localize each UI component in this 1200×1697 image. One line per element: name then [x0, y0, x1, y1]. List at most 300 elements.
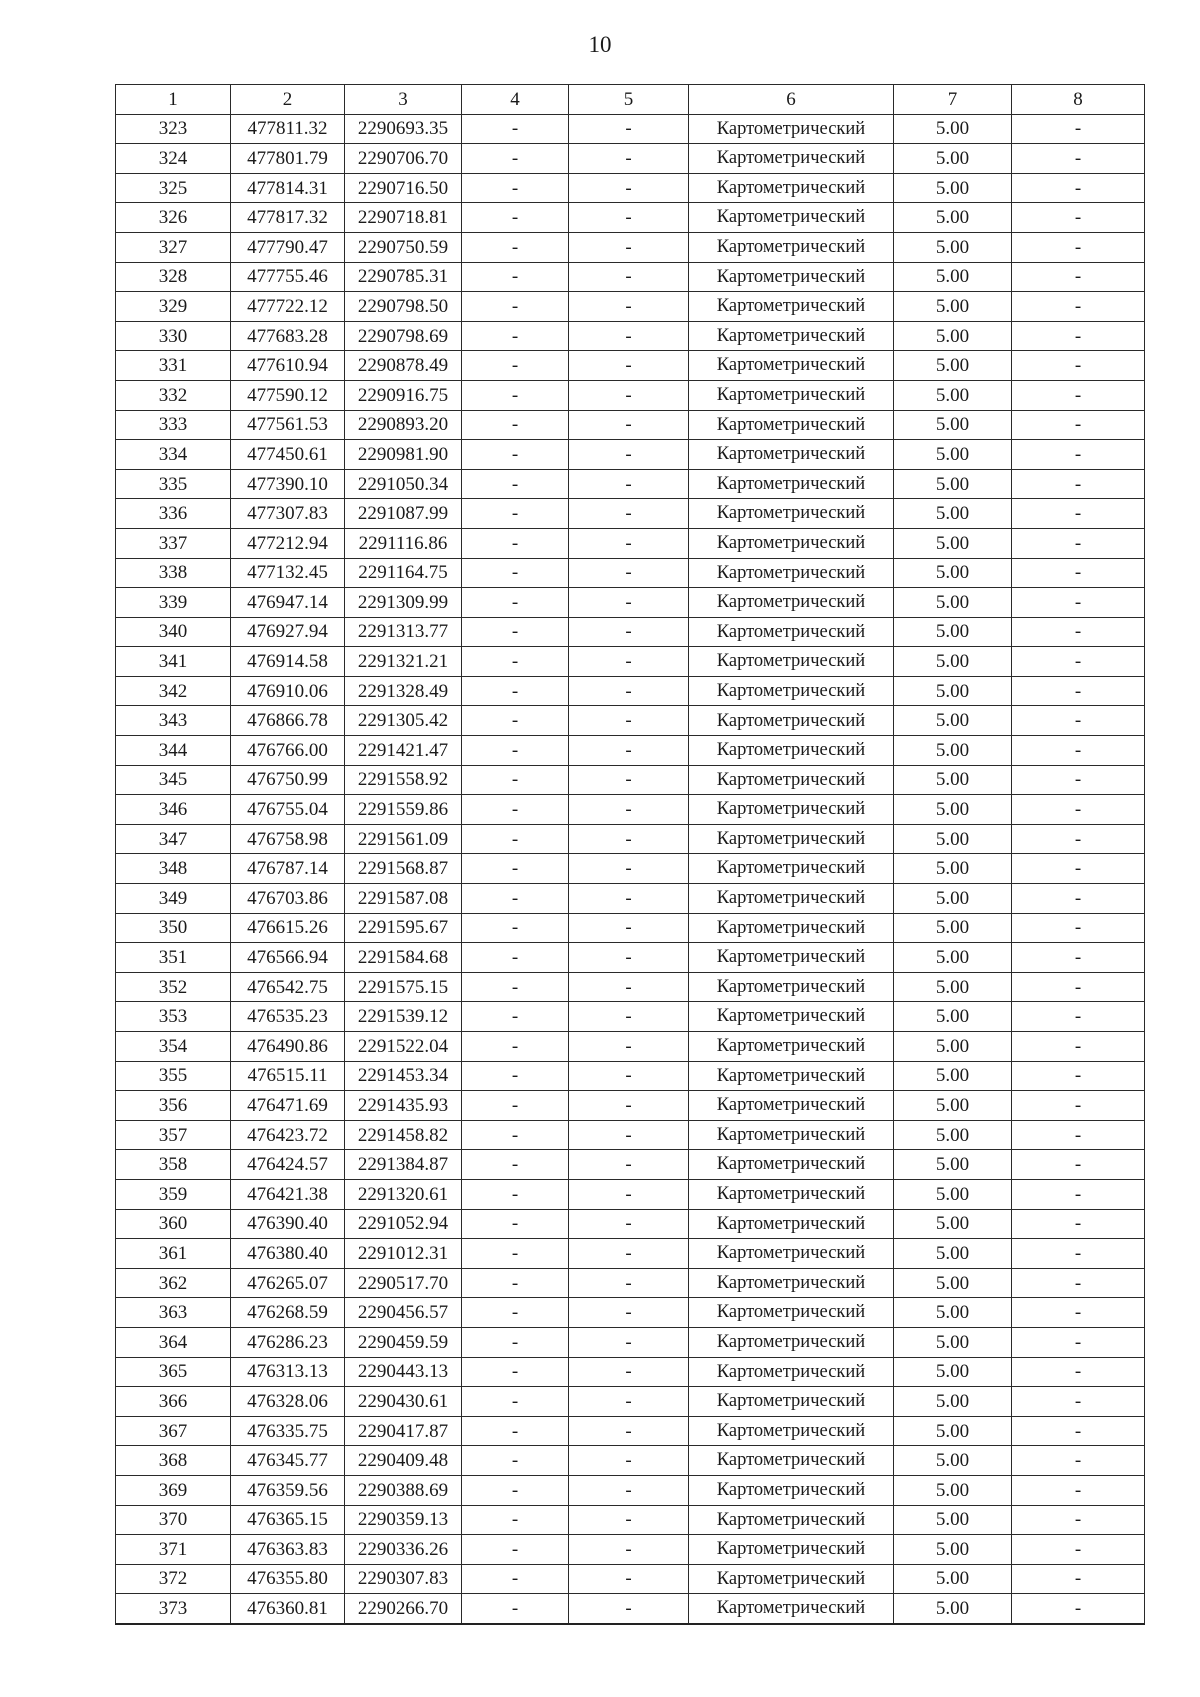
method-cell: Картометрический — [689, 1061, 894, 1091]
column-8-cell: - — [1012, 1327, 1145, 1357]
x-coordinate-cell: 477817.32 — [231, 203, 345, 233]
accuracy-cell: 5.00 — [894, 1268, 1012, 1298]
column-5-cell: - — [569, 1032, 689, 1062]
table-row — [116, 884, 1145, 914]
x-coordinate-cell: 476750.99 — [231, 765, 345, 795]
x-coordinate-cell: 477790.47 — [231, 232, 345, 262]
column-4-cell: - — [462, 321, 569, 351]
table-row — [116, 617, 1145, 647]
column-5-cell: - — [569, 499, 689, 529]
column-4-cell: - — [462, 558, 569, 588]
column-4-cell: - — [462, 943, 569, 973]
point-number-cell: 338 — [116, 558, 231, 588]
column-8-cell: - — [1012, 410, 1145, 440]
column-8-cell: - — [1012, 1179, 1145, 1209]
point-number-cell: 339 — [116, 588, 231, 618]
x-coordinate-cell: 476359.56 — [231, 1475, 345, 1505]
point-number-cell: 326 — [116, 203, 231, 233]
column-4-cell: - — [462, 736, 569, 766]
table-row — [116, 380, 1145, 410]
column-5-cell: - — [569, 972, 689, 1002]
y-coordinate-cell: 2291559.86 — [345, 795, 462, 825]
column-5-cell: - — [569, 706, 689, 736]
x-coordinate-cell: 477212.94 — [231, 528, 345, 558]
column-4-cell: - — [462, 1120, 569, 1150]
x-coordinate-cell: 476515.11 — [231, 1061, 345, 1091]
point-number-cell: 360 — [116, 1209, 231, 1239]
table-row — [116, 1209, 1145, 1239]
column-8-cell: - — [1012, 1002, 1145, 1032]
column-4-cell: - — [462, 292, 569, 322]
column-4-cell: - — [462, 1327, 569, 1357]
column-4-cell: - — [462, 972, 569, 1002]
accuracy-cell: 5.00 — [894, 1416, 1012, 1446]
column-8-cell: - — [1012, 1475, 1145, 1505]
column-4-cell: - — [462, 1416, 569, 1446]
x-coordinate-cell: 476535.23 — [231, 1002, 345, 1032]
point-number-cell: 323 — [116, 114, 231, 144]
table-row — [116, 1564, 1145, 1594]
y-coordinate-cell: 2290981.90 — [345, 440, 462, 470]
y-coordinate-cell: 2291050.34 — [345, 469, 462, 499]
accuracy-cell: 5.00 — [894, 913, 1012, 943]
accuracy-cell: 5.00 — [894, 321, 1012, 351]
column-8-cell: - — [1012, 1032, 1145, 1062]
column-5-cell: - — [569, 351, 689, 381]
method-cell: Картометрический — [689, 1298, 894, 1328]
point-number-cell: 348 — [116, 854, 231, 884]
column-8-cell: - — [1012, 321, 1145, 351]
x-coordinate-cell: 477683.28 — [231, 321, 345, 351]
point-number-cell: 342 — [116, 676, 231, 706]
column-4-cell: - — [462, 1239, 569, 1269]
column-5-cell: - — [569, 1505, 689, 1535]
method-cell: Картометрический — [689, 114, 894, 144]
column-4-cell: - — [462, 1268, 569, 1298]
column-5-cell: - — [569, 469, 689, 499]
column-8-cell: - — [1012, 232, 1145, 262]
column-5-cell: - — [569, 321, 689, 351]
method-cell: Картометрический — [689, 1475, 894, 1505]
point-number-cell: 336 — [116, 499, 231, 529]
point-number-cell: 327 — [116, 232, 231, 262]
point-number-cell: 350 — [116, 913, 231, 943]
x-coordinate-cell: 477814.31 — [231, 173, 345, 203]
point-number-cell: 372 — [116, 1564, 231, 1594]
point-number-cell: 343 — [116, 706, 231, 736]
column-5-cell: - — [569, 232, 689, 262]
x-coordinate-cell: 476265.07 — [231, 1268, 345, 1298]
y-coordinate-cell: 2290459.59 — [345, 1327, 462, 1357]
column-8-cell: - — [1012, 1209, 1145, 1239]
column-4-cell: - — [462, 1091, 569, 1121]
column-4-cell: - — [462, 1446, 569, 1476]
column-8-cell: - — [1012, 943, 1145, 973]
point-number-cell: 355 — [116, 1061, 231, 1091]
column-header: 5 — [569, 85, 689, 115]
table-row — [116, 1150, 1145, 1180]
table-row — [116, 1120, 1145, 1150]
table-row — [116, 440, 1145, 470]
table-row — [116, 824, 1145, 854]
table-row — [116, 1239, 1145, 1269]
column-5-cell: - — [569, 173, 689, 203]
point-number-cell: 324 — [116, 144, 231, 174]
accuracy-cell: 5.00 — [894, 1150, 1012, 1180]
method-cell: Картометрический — [689, 440, 894, 470]
y-coordinate-cell: 2290893.20 — [345, 410, 462, 440]
accuracy-cell: 5.00 — [894, 736, 1012, 766]
column-8-cell: - — [1012, 469, 1145, 499]
x-coordinate-cell: 476866.78 — [231, 706, 345, 736]
column-8-cell: - — [1012, 292, 1145, 322]
column-8-cell: - — [1012, 736, 1145, 766]
column-8-cell: - — [1012, 1416, 1145, 1446]
accuracy-cell: 5.00 — [894, 144, 1012, 174]
y-coordinate-cell: 2291435.93 — [345, 1091, 462, 1121]
column-header: 4 — [462, 85, 569, 115]
table-row — [116, 972, 1145, 1002]
y-coordinate-cell: 2291587.08 — [345, 884, 462, 914]
coordinates-table — [115, 84, 1145, 1625]
method-cell: Картометрический — [689, 1091, 894, 1121]
y-coordinate-cell: 2290878.49 — [345, 351, 462, 381]
column-5-cell: - — [569, 913, 689, 943]
accuracy-cell: 5.00 — [894, 1446, 1012, 1476]
column-header: 3 — [345, 85, 462, 115]
column-4-cell: - — [462, 1535, 569, 1565]
y-coordinate-cell: 2291305.42 — [345, 706, 462, 736]
x-coordinate-cell: 476471.69 — [231, 1091, 345, 1121]
column-8-cell: - — [1012, 1357, 1145, 1387]
table-row — [116, 647, 1145, 677]
x-coordinate-cell: 476423.72 — [231, 1120, 345, 1150]
table-row — [116, 1505, 1145, 1535]
point-number-cell: 352 — [116, 972, 231, 1002]
column-5-cell: - — [569, 676, 689, 706]
y-coordinate-cell: 2291328.49 — [345, 676, 462, 706]
column-5-cell: - — [569, 1387, 689, 1417]
column-8-cell: - — [1012, 706, 1145, 736]
point-number-cell: 361 — [116, 1239, 231, 1269]
column-4-cell: - — [462, 1002, 569, 1032]
y-coordinate-cell: 2291313.77 — [345, 617, 462, 647]
column-8-cell: - — [1012, 1298, 1145, 1328]
x-coordinate-cell: 476286.23 — [231, 1327, 345, 1357]
x-coordinate-cell: 476766.00 — [231, 736, 345, 766]
x-coordinate-cell: 476703.86 — [231, 884, 345, 914]
accuracy-cell: 5.00 — [894, 203, 1012, 233]
point-number-cell: 356 — [116, 1091, 231, 1121]
table-row — [116, 1594, 1145, 1624]
x-coordinate-cell: 476268.59 — [231, 1298, 345, 1328]
column-8-cell: - — [1012, 1387, 1145, 1417]
accuracy-cell: 5.00 — [894, 1564, 1012, 1594]
accuracy-cell: 5.00 — [894, 1475, 1012, 1505]
table-row — [116, 351, 1145, 381]
column-4-cell: - — [462, 232, 569, 262]
table-row — [116, 321, 1145, 351]
column-4-cell: - — [462, 410, 569, 440]
y-coordinate-cell: 2290798.69 — [345, 321, 462, 351]
column-8-cell: - — [1012, 1091, 1145, 1121]
point-number-cell: 363 — [116, 1298, 231, 1328]
column-5-cell: - — [569, 795, 689, 825]
x-coordinate-cell: 476914.58 — [231, 647, 345, 677]
column-8-cell: - — [1012, 1594, 1145, 1624]
y-coordinate-cell: 2291458.82 — [345, 1120, 462, 1150]
x-coordinate-cell: 476380.40 — [231, 1239, 345, 1269]
column-5-cell: - — [569, 114, 689, 144]
point-number-cell: 365 — [116, 1357, 231, 1387]
point-number-cell: 331 — [116, 351, 231, 381]
x-coordinate-cell: 477450.61 — [231, 440, 345, 470]
table-row — [116, 1357, 1145, 1387]
column-4-cell: - — [462, 440, 569, 470]
y-coordinate-cell: 2290706.70 — [345, 144, 462, 174]
point-number-cell: 362 — [116, 1268, 231, 1298]
method-cell: Картометрический — [689, 765, 894, 795]
table-row — [116, 173, 1145, 203]
column-5-cell: - — [569, 765, 689, 795]
method-cell: Картометрический — [689, 676, 894, 706]
accuracy-cell: 5.00 — [894, 1179, 1012, 1209]
y-coordinate-cell: 2291558.92 — [345, 765, 462, 795]
column-5-cell: - — [569, 1209, 689, 1239]
column-4-cell: - — [462, 1032, 569, 1062]
column-4-cell: - — [462, 854, 569, 884]
column-8-cell: - — [1012, 440, 1145, 470]
method-cell: Картометрический — [689, 1150, 894, 1180]
column-5-cell: - — [569, 203, 689, 233]
column-8-cell: - — [1012, 676, 1145, 706]
column-5-cell: - — [569, 1268, 689, 1298]
x-coordinate-cell: 477132.45 — [231, 558, 345, 588]
table-row — [116, 588, 1145, 618]
accuracy-cell: 5.00 — [894, 1387, 1012, 1417]
column-5-cell: - — [569, 1002, 689, 1032]
column-4-cell: - — [462, 795, 569, 825]
accuracy-cell: 5.00 — [894, 262, 1012, 292]
column-4-cell: - — [462, 1505, 569, 1535]
accuracy-cell: 5.00 — [894, 410, 1012, 440]
method-cell: Картометрический — [689, 736, 894, 766]
accuracy-cell: 5.00 — [894, 706, 1012, 736]
y-coordinate-cell: 2290750.59 — [345, 232, 462, 262]
column-8-cell: - — [1012, 795, 1145, 825]
method-cell: Картометрический — [689, 1387, 894, 1417]
table-row — [116, 144, 1145, 174]
point-number-cell: 345 — [116, 765, 231, 795]
column-header: 1 — [116, 85, 231, 115]
point-number-cell: 369 — [116, 1475, 231, 1505]
table-row — [116, 528, 1145, 558]
table-row — [116, 765, 1145, 795]
y-coordinate-cell: 2290798.50 — [345, 292, 462, 322]
x-coordinate-cell: 476927.94 — [231, 617, 345, 647]
column-8-cell: - — [1012, 1268, 1145, 1298]
table-row — [116, 676, 1145, 706]
column-4-cell: - — [462, 617, 569, 647]
table-row — [116, 1061, 1145, 1091]
x-coordinate-cell: 476615.26 — [231, 913, 345, 943]
accuracy-cell: 5.00 — [894, 1120, 1012, 1150]
column-5-cell: - — [569, 1594, 689, 1624]
x-coordinate-cell: 476910.06 — [231, 676, 345, 706]
column-5-cell: - — [569, 528, 689, 558]
column-4-cell: - — [462, 1564, 569, 1594]
method-cell: Картометрический — [689, 588, 894, 618]
y-coordinate-cell: 2291309.99 — [345, 588, 462, 618]
column-5-cell: - — [569, 1475, 689, 1505]
column-4-cell: - — [462, 824, 569, 854]
y-coordinate-cell: 2291164.75 — [345, 558, 462, 588]
column-4-cell: - — [462, 469, 569, 499]
column-4-cell: - — [462, 884, 569, 914]
y-coordinate-cell: 2290307.83 — [345, 1564, 462, 1594]
point-number-cell: 351 — [116, 943, 231, 973]
table-row — [116, 736, 1145, 766]
method-cell: Картометрический — [689, 469, 894, 499]
y-coordinate-cell: 2290718.81 — [345, 203, 462, 233]
column-8-cell: - — [1012, 1239, 1145, 1269]
column-5-cell: - — [569, 410, 689, 440]
point-number-cell: 330 — [116, 321, 231, 351]
table-row — [116, 1268, 1145, 1298]
accuracy-cell: 5.00 — [894, 232, 1012, 262]
method-cell: Картометрический — [689, 351, 894, 381]
accuracy-cell: 5.00 — [894, 1298, 1012, 1328]
y-coordinate-cell: 2290443.13 — [345, 1357, 462, 1387]
column-4-cell: - — [462, 528, 569, 558]
y-coordinate-cell: 2290417.87 — [345, 1416, 462, 1446]
accuracy-cell: 5.00 — [894, 1091, 1012, 1121]
column-8-cell: - — [1012, 1120, 1145, 1150]
y-coordinate-cell: 2290388.69 — [345, 1475, 462, 1505]
column-8-cell: - — [1012, 114, 1145, 144]
method-cell: Картометрический — [689, 1268, 894, 1298]
y-coordinate-cell: 2291012.31 — [345, 1239, 462, 1269]
method-cell: Картометрический — [689, 528, 894, 558]
y-coordinate-cell: 2290430.61 — [345, 1387, 462, 1417]
column-4-cell: - — [462, 203, 569, 233]
accuracy-cell: 5.00 — [894, 558, 1012, 588]
column-4-cell: - — [462, 262, 569, 292]
table-header — [116, 85, 1145, 115]
column-8-cell: - — [1012, 765, 1145, 795]
y-coordinate-cell: 2291321.21 — [345, 647, 462, 677]
table-row — [116, 499, 1145, 529]
column-5-cell: - — [569, 736, 689, 766]
table-row — [116, 795, 1145, 825]
column-5-cell: - — [569, 854, 689, 884]
method-cell: Картометрический — [689, 499, 894, 529]
point-number-cell: 344 — [116, 736, 231, 766]
point-number-cell: 353 — [116, 1002, 231, 1032]
column-8-cell: - — [1012, 588, 1145, 618]
x-coordinate-cell: 477755.46 — [231, 262, 345, 292]
table-body — [116, 114, 1145, 1624]
column-5-cell: - — [569, 617, 689, 647]
column-4-cell: - — [462, 1594, 569, 1624]
x-coordinate-cell: 477390.10 — [231, 469, 345, 499]
y-coordinate-cell: 2290336.26 — [345, 1535, 462, 1565]
accuracy-cell: 5.00 — [894, 440, 1012, 470]
method-cell: Картометрический — [689, 943, 894, 973]
column-5-cell: - — [569, 1327, 689, 1357]
y-coordinate-cell: 2290716.50 — [345, 173, 462, 203]
method-cell: Картометрический — [689, 410, 894, 440]
method-cell: Картометрический — [689, 795, 894, 825]
x-coordinate-cell: 477610.94 — [231, 351, 345, 381]
accuracy-cell: 5.00 — [894, 972, 1012, 1002]
column-8-cell: - — [1012, 262, 1145, 292]
y-coordinate-cell: 2291087.99 — [345, 499, 462, 529]
point-number-cell: 332 — [116, 380, 231, 410]
accuracy-cell: 5.00 — [894, 380, 1012, 410]
column-8-cell: - — [1012, 1150, 1145, 1180]
table-row — [116, 1475, 1145, 1505]
column-header: 7 — [894, 85, 1012, 115]
y-coordinate-cell: 2290916.75 — [345, 380, 462, 410]
column-4-cell: - — [462, 144, 569, 174]
y-coordinate-cell: 2290359.13 — [345, 1505, 462, 1535]
table-row — [116, 469, 1145, 499]
x-coordinate-cell: 476421.38 — [231, 1179, 345, 1209]
accuracy-cell: 5.00 — [894, 1061, 1012, 1091]
column-4-cell: - — [462, 1357, 569, 1387]
column-5-cell: - — [569, 262, 689, 292]
x-coordinate-cell: 476313.13 — [231, 1357, 345, 1387]
point-number-cell: 341 — [116, 647, 231, 677]
y-coordinate-cell: 2291568.87 — [345, 854, 462, 884]
table-row — [116, 410, 1145, 440]
column-5-cell: - — [569, 824, 689, 854]
table-row — [116, 1387, 1145, 1417]
accuracy-cell: 5.00 — [894, 1209, 1012, 1239]
table-row — [116, 262, 1145, 292]
column-4-cell: - — [462, 1061, 569, 1091]
method-cell: Картометрический — [689, 1505, 894, 1535]
column-4-cell: - — [462, 1209, 569, 1239]
y-coordinate-cell: 2291522.04 — [345, 1032, 462, 1062]
method-cell: Картометрический — [689, 380, 894, 410]
accuracy-cell: 5.00 — [894, 1535, 1012, 1565]
method-cell: Картометрический — [689, 558, 894, 588]
accuracy-cell: 5.00 — [894, 884, 1012, 914]
table-row — [116, 854, 1145, 884]
table-row — [116, 913, 1145, 943]
table-row — [116, 232, 1145, 262]
point-number-cell: 366 — [116, 1387, 231, 1417]
accuracy-cell: 5.00 — [894, 351, 1012, 381]
x-coordinate-cell: 477811.32 — [231, 114, 345, 144]
accuracy-cell: 5.00 — [894, 647, 1012, 677]
column-8-cell: - — [1012, 854, 1145, 884]
column-5-cell: - — [569, 1091, 689, 1121]
x-coordinate-cell: 477801.79 — [231, 144, 345, 174]
column-8-cell: - — [1012, 144, 1145, 174]
point-number-cell: 373 — [116, 1594, 231, 1624]
x-coordinate-cell: 477307.83 — [231, 499, 345, 529]
accuracy-cell: 5.00 — [894, 765, 1012, 795]
column-header: 8 — [1012, 85, 1145, 115]
x-coordinate-cell: 476947.14 — [231, 588, 345, 618]
method-cell: Картометрический — [689, 1179, 894, 1209]
method-cell: Картометрический — [689, 173, 894, 203]
table-row — [116, 203, 1145, 233]
table-row — [116, 706, 1145, 736]
